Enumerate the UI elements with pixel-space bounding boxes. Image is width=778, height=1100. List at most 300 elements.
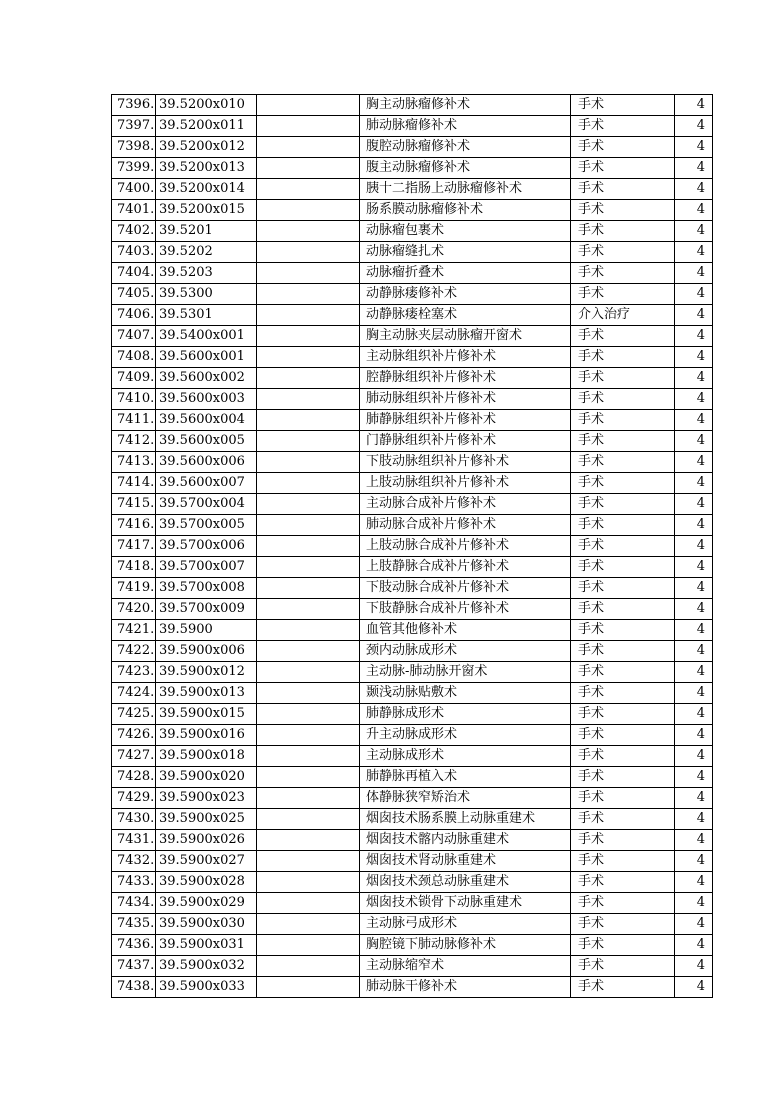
procedure-name: 下肢动脉组织补片修补术 xyxy=(360,452,571,473)
procedure-code: 39.5200x014 xyxy=(156,179,257,200)
table-row xyxy=(112,116,713,137)
procedure-code: 39.5900x006 xyxy=(156,641,257,662)
procedure-type: 手术 xyxy=(571,179,675,200)
procedure-code: 39.5900x013 xyxy=(156,683,257,704)
row-number: 7405. xyxy=(112,284,156,305)
procedure-level: 4 xyxy=(675,221,713,242)
procedure-name: 主动脉成形术 xyxy=(360,746,571,767)
procedure-type: 手术 xyxy=(571,620,675,641)
table-row xyxy=(112,956,713,977)
empty-cell xyxy=(257,221,360,242)
procedure-name: 胸腔镜下肺动脉修补术 xyxy=(360,935,571,956)
procedure-type: 手术 xyxy=(571,809,675,830)
procedure-name: 动静脉瘘栓塞术 xyxy=(360,305,571,326)
procedure-name: 动脉瘤包裹术 xyxy=(360,221,571,242)
row-number: 7424. xyxy=(112,683,156,704)
procedure-level: 4 xyxy=(675,935,713,956)
procedure-level: 4 xyxy=(675,473,713,494)
table-row xyxy=(112,284,713,305)
table-row xyxy=(112,893,713,914)
table-row xyxy=(112,368,713,389)
procedure-type: 手术 xyxy=(571,830,675,851)
empty-cell xyxy=(257,263,360,284)
procedure-level: 4 xyxy=(675,179,713,200)
row-number: 7427. xyxy=(112,746,156,767)
procedure-code: 39.5900x012 xyxy=(156,662,257,683)
procedure-code: 39.5900x029 xyxy=(156,893,257,914)
procedure-name: 肺动脉合成补片修补术 xyxy=(360,515,571,536)
procedure-level: 4 xyxy=(675,830,713,851)
procedure-code: 39.5900x026 xyxy=(156,830,257,851)
empty-cell xyxy=(257,725,360,746)
row-number: 7404. xyxy=(112,263,156,284)
procedure-type: 手术 xyxy=(571,284,675,305)
procedure-code: 39.5700x006 xyxy=(156,536,257,557)
procedure-level: 4 xyxy=(675,116,713,137)
empty-cell xyxy=(257,305,360,326)
table-row xyxy=(112,326,713,347)
procedure-level: 4 xyxy=(675,872,713,893)
table-row xyxy=(112,935,713,956)
empty-cell xyxy=(257,935,360,956)
procedure-level: 4 xyxy=(675,200,713,221)
procedure-level: 4 xyxy=(675,158,713,179)
procedure-level: 4 xyxy=(675,494,713,515)
procedure-name: 肺静脉组织补片修补术 xyxy=(360,410,571,431)
table-row xyxy=(112,557,713,578)
empty-cell xyxy=(257,200,360,221)
procedure-code: 39.5301 xyxy=(156,305,257,326)
procedure-level: 4 xyxy=(675,683,713,704)
empty-cell xyxy=(257,851,360,872)
procedure-name: 胰十二指肠上动脉瘤修补术 xyxy=(360,179,571,200)
empty-cell xyxy=(257,662,360,683)
row-number: 7434. xyxy=(112,893,156,914)
procedure-name: 肠系膜动脉瘤修补术 xyxy=(360,200,571,221)
row-number: 7425. xyxy=(112,704,156,725)
row-number: 7406. xyxy=(112,305,156,326)
procedure-name: 血管其他修补术 xyxy=(360,620,571,641)
procedure-level: 4 xyxy=(675,452,713,473)
row-number: 7421. xyxy=(112,620,156,641)
empty-cell xyxy=(257,284,360,305)
empty-cell xyxy=(257,767,360,788)
table-row xyxy=(112,494,713,515)
table-row xyxy=(112,683,713,704)
row-number: 7396. xyxy=(112,95,156,116)
procedure-code: 39.5900x033 xyxy=(156,977,257,998)
procedure-level: 4 xyxy=(675,557,713,578)
table-row xyxy=(112,179,713,200)
procedure-code: 39.5200x011 xyxy=(156,116,257,137)
procedure-type: 手术 xyxy=(571,410,675,431)
row-number: 7401. xyxy=(112,200,156,221)
procedure-code: 39.5200x013 xyxy=(156,158,257,179)
table-row xyxy=(112,914,713,935)
procedure-name: 上肢动脉合成补片修补术 xyxy=(360,536,571,557)
table-row xyxy=(112,515,713,536)
row-number: 7432. xyxy=(112,851,156,872)
procedure-code: 39.5400x001 xyxy=(156,326,257,347)
procedure-type: 手术 xyxy=(571,221,675,242)
empty-cell xyxy=(257,431,360,452)
row-number: 7408. xyxy=(112,347,156,368)
procedure-code: 39.5600x004 xyxy=(156,410,257,431)
procedure-level: 4 xyxy=(675,410,713,431)
table-row xyxy=(112,830,713,851)
procedure-name: 腔静脉组织补片修补术 xyxy=(360,368,571,389)
procedure-type: 手术 xyxy=(571,200,675,221)
row-number: 7428. xyxy=(112,767,156,788)
empty-cell xyxy=(257,893,360,914)
procedure-level: 4 xyxy=(675,893,713,914)
table-row xyxy=(112,704,713,725)
row-number: 7437. xyxy=(112,956,156,977)
procedure-type: 手术 xyxy=(571,431,675,452)
empty-cell xyxy=(257,557,360,578)
table-row xyxy=(112,452,713,473)
procedure-code: 39.5900x020 xyxy=(156,767,257,788)
empty-cell xyxy=(257,704,360,725)
empty-cell xyxy=(257,137,360,158)
empty-cell xyxy=(257,347,360,368)
procedure-level: 4 xyxy=(675,977,713,998)
table-row xyxy=(112,746,713,767)
row-number: 7409. xyxy=(112,368,156,389)
row-number: 7412. xyxy=(112,431,156,452)
procedure-code: 39.5900x032 xyxy=(156,956,257,977)
procedure-type: 手术 xyxy=(571,914,675,935)
empty-cell xyxy=(257,368,360,389)
table-row xyxy=(112,305,713,326)
table-row xyxy=(112,767,713,788)
row-number: 7435. xyxy=(112,914,156,935)
table-row xyxy=(112,137,713,158)
procedure-code: 39.5900x025 xyxy=(156,809,257,830)
procedure-code: 39.5700x008 xyxy=(156,578,257,599)
procedure-level: 4 xyxy=(675,284,713,305)
empty-cell xyxy=(257,809,360,830)
empty-cell xyxy=(257,872,360,893)
procedure-type: 手术 xyxy=(571,116,675,137)
procedure-level: 4 xyxy=(675,242,713,263)
table-row xyxy=(112,725,713,746)
row-number: 7430. xyxy=(112,809,156,830)
procedure-type: 手术 xyxy=(571,788,675,809)
procedure-type: 手术 xyxy=(571,536,675,557)
empty-cell xyxy=(257,683,360,704)
procedure-level: 4 xyxy=(675,914,713,935)
procedure-name: 主动脉弓成形术 xyxy=(360,914,571,935)
procedure-name: 烟囱技术颈总动脉重建术 xyxy=(360,872,571,893)
procedure-name: 颞浅动脉贴敷术 xyxy=(360,683,571,704)
procedure-name: 体静脉狭窄矫治术 xyxy=(360,788,571,809)
procedure-name: 肺动脉瘤修补术 xyxy=(360,116,571,137)
procedure-code: 39.5900 xyxy=(156,620,257,641)
procedure-level: 4 xyxy=(675,431,713,452)
table-row xyxy=(112,263,713,284)
procedure-type: 手术 xyxy=(571,893,675,914)
procedure-name: 肺动脉组织补片修补术 xyxy=(360,389,571,410)
procedure-name: 主动脉合成补片修补术 xyxy=(360,494,571,515)
procedure-level: 4 xyxy=(675,851,713,872)
row-number: 7397. xyxy=(112,116,156,137)
table-row xyxy=(112,977,713,998)
procedure-name: 肺静脉再植入术 xyxy=(360,767,571,788)
procedure-type: 手术 xyxy=(571,872,675,893)
procedure-code: 39.5900x016 xyxy=(156,725,257,746)
procedure-code: 39.5700x005 xyxy=(156,515,257,536)
procedure-level: 4 xyxy=(675,620,713,641)
procedure-name: 主动脉-肺动脉开窗术 xyxy=(360,662,571,683)
row-number: 7423. xyxy=(112,662,156,683)
table-row xyxy=(112,809,713,830)
procedure-code: 39.5900x031 xyxy=(156,935,257,956)
procedure-name: 颈内动脉成形术 xyxy=(360,641,571,662)
row-number: 7416. xyxy=(112,515,156,536)
row-number: 7414. xyxy=(112,473,156,494)
procedure-name: 腹腔动脉瘤修补术 xyxy=(360,137,571,158)
table-row xyxy=(112,389,713,410)
procedure-type: 手术 xyxy=(571,326,675,347)
empty-cell xyxy=(257,830,360,851)
table-row xyxy=(112,200,713,221)
empty-cell xyxy=(257,620,360,641)
procedure-code: 39.5600x006 xyxy=(156,452,257,473)
row-number: 7429. xyxy=(112,788,156,809)
table-row xyxy=(112,158,713,179)
row-number: 7418. xyxy=(112,557,156,578)
procedure-level: 4 xyxy=(675,389,713,410)
procedure-code: 39.5200x015 xyxy=(156,200,257,221)
procedure-name: 下肢动脉合成补片修补术 xyxy=(360,578,571,599)
procedure-name: 门静脉组织补片修补术 xyxy=(360,431,571,452)
procedure-level: 4 xyxy=(675,599,713,620)
procedure-type: 手术 xyxy=(571,767,675,788)
row-number: 7426. xyxy=(112,725,156,746)
procedure-code: 39.5700x009 xyxy=(156,599,257,620)
empty-cell xyxy=(257,452,360,473)
procedure-name: 烟囱技术肾动脉重建术 xyxy=(360,851,571,872)
procedure-code: 39.5202 xyxy=(156,242,257,263)
procedure-code: 39.5900x023 xyxy=(156,788,257,809)
procedure-level: 4 xyxy=(675,137,713,158)
empty-cell xyxy=(257,746,360,767)
procedure-type: 手术 xyxy=(571,704,675,725)
table-row xyxy=(112,221,713,242)
table-row xyxy=(112,242,713,263)
empty-cell xyxy=(257,179,360,200)
procedure-name: 上肢动脉组织补片修补术 xyxy=(360,473,571,494)
procedure-name: 腹主动脉瘤修补术 xyxy=(360,158,571,179)
procedure-level: 4 xyxy=(675,725,713,746)
row-number: 7422. xyxy=(112,641,156,662)
procedure-type: 手术 xyxy=(571,389,675,410)
procedure-type: 手术 xyxy=(571,347,675,368)
empty-cell xyxy=(257,641,360,662)
row-number: 7400. xyxy=(112,179,156,200)
procedure-code: 39.5700x004 xyxy=(156,494,257,515)
procedure-code: 39.5900x027 xyxy=(156,851,257,872)
row-number: 7438. xyxy=(112,977,156,998)
procedure-name: 肺动脉干修补术 xyxy=(360,977,571,998)
procedure-name: 上肢静脉合成补片修补术 xyxy=(360,557,571,578)
row-number: 7431. xyxy=(112,830,156,851)
empty-cell xyxy=(257,914,360,935)
row-number: 7402. xyxy=(112,221,156,242)
empty-cell xyxy=(257,158,360,179)
table-row xyxy=(112,788,713,809)
procedure-name: 肺静脉成形术 xyxy=(360,704,571,725)
procedure-code: 39.5600x007 xyxy=(156,473,257,494)
procedure-level: 4 xyxy=(675,305,713,326)
procedure-level: 4 xyxy=(675,641,713,662)
procedure-type: 手术 xyxy=(571,473,675,494)
procedure-level: 4 xyxy=(675,368,713,389)
table-row xyxy=(112,641,713,662)
empty-cell xyxy=(257,494,360,515)
procedure-level: 4 xyxy=(675,809,713,830)
table-row xyxy=(112,536,713,557)
row-number: 7420. xyxy=(112,599,156,620)
procedure-type: 手术 xyxy=(571,557,675,578)
procedure-code: 39.5900x018 xyxy=(156,746,257,767)
procedure-type: 手术 xyxy=(571,746,675,767)
procedure-type: 手术 xyxy=(571,95,675,116)
procedure-type: 手术 xyxy=(571,683,675,704)
procedure-code: 39.5900x028 xyxy=(156,872,257,893)
procedure-code: 39.5900x030 xyxy=(156,914,257,935)
procedure-type: 手术 xyxy=(571,515,675,536)
procedure-level: 4 xyxy=(675,578,713,599)
procedure-table xyxy=(111,94,713,998)
procedure-name: 升主动脉成形术 xyxy=(360,725,571,746)
procedure-level: 4 xyxy=(675,263,713,284)
procedure-code: 39.5201 xyxy=(156,221,257,242)
row-number: 7419. xyxy=(112,578,156,599)
procedure-type: 手术 xyxy=(571,599,675,620)
procedure-code: 39.5900x015 xyxy=(156,704,257,725)
empty-cell xyxy=(257,242,360,263)
procedure-code: 39.5700x007 xyxy=(156,557,257,578)
procedure-level: 4 xyxy=(675,956,713,977)
table-row xyxy=(112,578,713,599)
procedure-type: 手术 xyxy=(571,956,675,977)
empty-cell xyxy=(257,578,360,599)
row-number: 7398. xyxy=(112,137,156,158)
table-body xyxy=(112,95,713,998)
procedure-type: 手术 xyxy=(571,263,675,284)
procedure-code: 39.5300 xyxy=(156,284,257,305)
row-number: 7413. xyxy=(112,452,156,473)
procedure-name: 动静脉瘘修补术 xyxy=(360,284,571,305)
procedure-name: 烟囱技术髂内动脉重建术 xyxy=(360,830,571,851)
table-row xyxy=(112,473,713,494)
procedure-level: 4 xyxy=(675,788,713,809)
procedure-code: 39.5200x010 xyxy=(156,95,257,116)
procedure-level: 4 xyxy=(675,515,713,536)
procedure-level: 4 xyxy=(675,662,713,683)
row-number: 7399. xyxy=(112,158,156,179)
procedure-code: 39.5600x001 xyxy=(156,347,257,368)
procedure-level: 4 xyxy=(675,767,713,788)
row-number: 7410. xyxy=(112,389,156,410)
procedure-type: 手术 xyxy=(571,494,675,515)
procedure-name: 胸主动脉瘤修补术 xyxy=(360,95,571,116)
table-row xyxy=(112,872,713,893)
row-number: 7415. xyxy=(112,494,156,515)
procedure-name: 动脉瘤缝扎术 xyxy=(360,242,571,263)
empty-cell xyxy=(257,788,360,809)
procedure-code: 39.5203 xyxy=(156,263,257,284)
procedure-type: 手术 xyxy=(571,137,675,158)
table-row xyxy=(112,410,713,431)
empty-cell xyxy=(257,515,360,536)
procedure-type: 手术 xyxy=(571,368,675,389)
procedure-name: 动脉瘤折叠术 xyxy=(360,263,571,284)
procedure-type: 手术 xyxy=(571,452,675,473)
procedure-type: 手术 xyxy=(571,662,675,683)
procedure-type: 手术 xyxy=(571,935,675,956)
procedure-name: 胸主动脉夹层动脉瘤开窗术 xyxy=(360,326,571,347)
procedure-code: 39.5600x002 xyxy=(156,368,257,389)
empty-cell xyxy=(257,956,360,977)
table-row xyxy=(112,851,713,872)
row-number: 7411. xyxy=(112,410,156,431)
row-number: 7403. xyxy=(112,242,156,263)
row-number: 7407. xyxy=(112,326,156,347)
procedure-level: 4 xyxy=(675,746,713,767)
table-row xyxy=(112,662,713,683)
table-row xyxy=(112,95,713,116)
procedure-code: 39.5600x003 xyxy=(156,389,257,410)
table-row xyxy=(112,599,713,620)
procedure-type: 手术 xyxy=(571,725,675,746)
empty-cell xyxy=(257,326,360,347)
procedure-type: 介入治疗 xyxy=(571,305,675,326)
empty-cell xyxy=(257,389,360,410)
procedure-name: 烟囱技术锁骨下动脉重建术 xyxy=(360,893,571,914)
empty-cell xyxy=(257,536,360,557)
table-row xyxy=(112,620,713,641)
procedure-level: 4 xyxy=(675,326,713,347)
procedure-type: 手术 xyxy=(571,851,675,872)
empty-cell xyxy=(257,116,360,137)
procedure-name: 主动脉组织补片修补术 xyxy=(360,347,571,368)
procedure-level: 4 xyxy=(675,536,713,557)
row-number: 7436. xyxy=(112,935,156,956)
procedure-name: 主动脉缩窄术 xyxy=(360,956,571,977)
procedure-type: 手术 xyxy=(571,242,675,263)
procedure-name: 烟囱技术肠系膜上动脉重建术 xyxy=(360,809,571,830)
procedure-code: 39.5200x012 xyxy=(156,137,257,158)
procedure-code: 39.5600x005 xyxy=(156,431,257,452)
empty-cell xyxy=(257,95,360,116)
empty-cell xyxy=(257,410,360,431)
procedure-type: 手术 xyxy=(571,578,675,599)
procedure-level: 4 xyxy=(675,704,713,725)
empty-cell xyxy=(257,599,360,620)
empty-cell xyxy=(257,473,360,494)
procedure-type: 手术 xyxy=(571,158,675,179)
row-number: 7417. xyxy=(112,536,156,557)
procedure-level: 4 xyxy=(675,347,713,368)
procedure-type: 手术 xyxy=(571,641,675,662)
procedure-type: 手术 xyxy=(571,977,675,998)
procedure-level: 4 xyxy=(675,95,713,116)
empty-cell xyxy=(257,977,360,998)
table-row xyxy=(112,431,713,452)
